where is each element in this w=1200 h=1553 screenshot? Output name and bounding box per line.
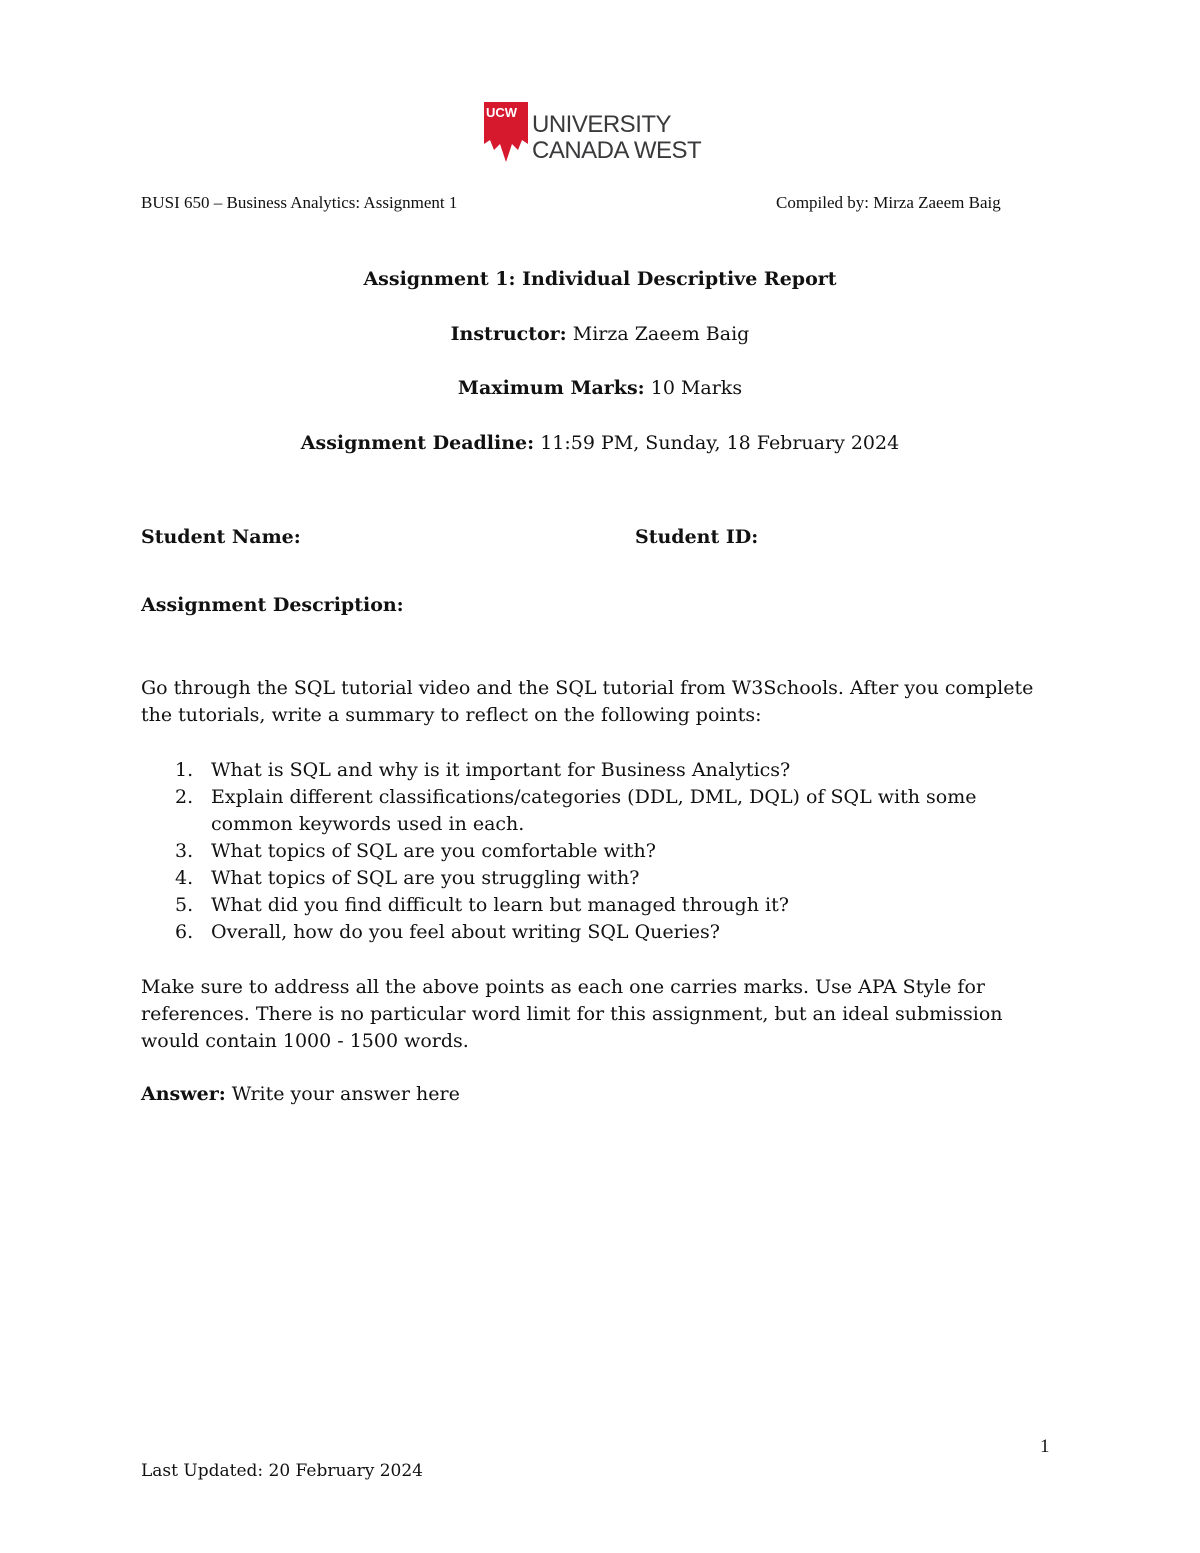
list-item-text: What did you find difficult to learn but managed through it? <box>211 894 789 916</box>
list-item-number: 2. <box>175 786 194 808</box>
list-item-text: What is SQL and why is it important for Business Analytics? <box>211 759 791 781</box>
list-item-number: 4. <box>175 867 194 889</box>
list-item <box>141 784 1061 838</box>
page-number: 1 <box>1040 1436 1050 1457</box>
university-canada-west-logo <box>482 100 722 166</box>
list-item-text: Explain different classifications/categories (DDL, DML, DQL) of SQL with some common keywords used in each. <box>211 786 977 835</box>
logo-badge-text: UCW <box>486 105 518 120</box>
list-item <box>141 892 1061 919</box>
list-item-text: Overall, how do you feel about writing SQL Queries? <box>211 921 720 943</box>
document-title: Assignment 1: Individual Descriptive Report <box>363 268 837 290</box>
list-item <box>141 757 1061 784</box>
task-list <box>141 757 1061 946</box>
deadline-line <box>0 432 1200 454</box>
marks-value: 10 Marks <box>644 377 743 399</box>
logo-line-university: UNIVERSITY <box>532 111 672 138</box>
list-item-text: What topics of SQL are you comfortable with? <box>211 840 656 862</box>
assignment-description-heading: Assignment Description: <box>141 594 404 616</box>
instructor-value: Mirza Zaeem Baig <box>566 323 750 345</box>
answer-line <box>141 1083 460 1105</box>
intro-paragraph: Go through the SQL tutorial video and the SQL tutorial from W3Schools. After you complete the tutorials, write a summary to reflect on the following points: <box>141 677 1034 726</box>
maximum-marks-line <box>0 377 1200 399</box>
marks-label: Maximum Marks: <box>457 377 645 399</box>
closing-paragraph: Make sure to address all the above points as each one carries marks. Use APA Style for references. There is no particular word limit for this assignment, but an ideal submission would contain 1000 - 1500 words. <box>141 976 1003 1052</box>
header-compiled-by: Compiled by: Mirza Zaeem Baig <box>776 193 1001 212</box>
instructor-line <box>0 323 1200 345</box>
list-item-number: 6. <box>175 921 194 943</box>
list-item-text: What topics of SQL are you struggling with? <box>211 867 640 889</box>
deadline-label: Assignment Deadline: <box>300 432 535 454</box>
list-item-number: 1. <box>175 759 194 781</box>
list-item-number: 5. <box>175 894 194 916</box>
deadline-value: 11:59 PM, Sunday, 18 February 2024 <box>534 432 900 454</box>
list-item <box>141 838 1061 865</box>
list-item <box>141 919 1061 946</box>
answer-placeholder: Write your answer here <box>225 1083 460 1105</box>
list-item-number: 3. <box>175 840 194 862</box>
instructor-label: Instructor: <box>450 323 567 345</box>
logo-line-canada-west: CANADA WEST <box>532 137 702 164</box>
student-name-label: Student Name: <box>141 526 301 548</box>
answer-label: Answer: <box>141 1083 226 1105</box>
header-course-title: BUSI 650 – Business Analytics: Assignment 1 <box>141 193 458 212</box>
student-id-label: Student ID: <box>635 526 759 548</box>
last-updated: Last Updated: 20 February 2024 <box>141 1461 423 1481</box>
list-item <box>141 865 1061 892</box>
